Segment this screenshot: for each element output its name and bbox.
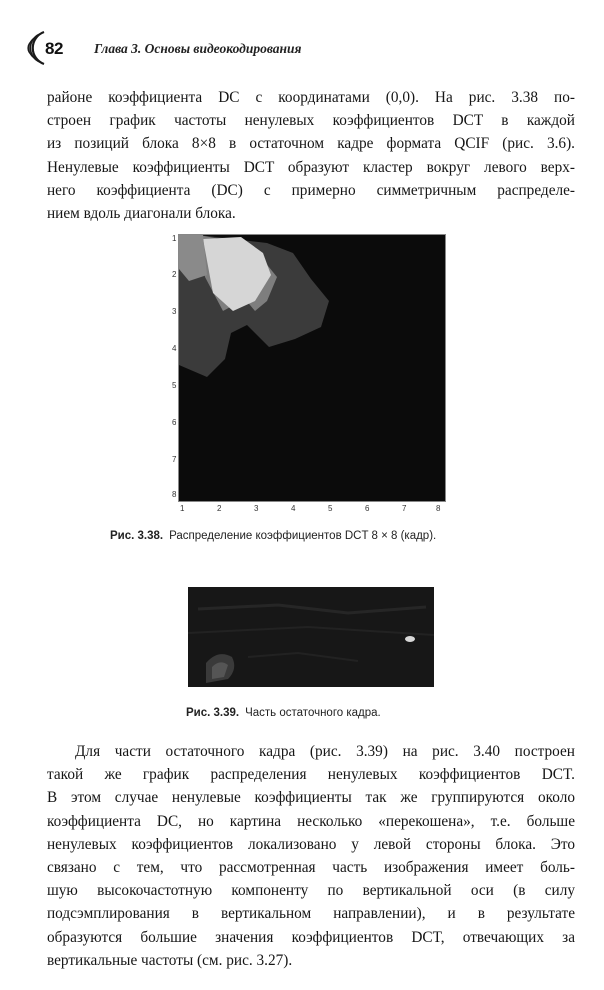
caption-text: Часть остаточного кадра. [245,707,381,719]
y-tick-label: 1 [172,234,177,243]
y-tick-label: 6 [172,418,177,427]
text-line: нием вдоль диагонали блока. [47,205,236,223]
y-tick-label: 4 [172,344,177,353]
y-tick-label: 3 [172,307,177,316]
page-number-badge [26,28,72,68]
text-line: него коэффициента (DC) с примерно симметричным распределе- [47,181,575,199]
text-line: такой же график распределения ненулевых коэффициентов DCT. [47,766,575,784]
x-tick-label: 6 [365,504,370,513]
text-line: из позиций блока 8×8 в остаточном кадре формата QCIF (рис. 3.6). [47,135,575,153]
text-line: Для части остаточного кадра (рис. 3.39) на рис. 3.40 построен [75,743,575,760]
text-line: ненулевых коэффициентов локализовано у левой стороны блока. Это [47,835,575,853]
x-tick-label: 7 [402,504,407,513]
x-tick-label: 2 [217,504,222,513]
caption-label: Рис. 3.38. [110,530,164,542]
text-line: вертикальные частоты (см. рис. 3.27). [47,951,293,969]
paragraph-2 [47,740,575,972]
page-header [26,28,586,68]
x-tick-label: 4 [291,504,296,513]
x-tick-label: 3 [254,504,259,513]
text-line: В этом случае ненулевые коэффициенты так же группируются около [47,789,575,807]
paragraph-1 [47,86,575,225]
x-tick-label: 1 [180,504,185,513]
text-line: районе коэффициента DC с координатами (0,0). На рис. 3.38 по- [47,89,575,106]
text-line: подсэмплирования в вертикальном направлении), и в результате [47,905,575,923]
page-number: 82 [45,39,63,58]
x-tick-label: 8 [436,504,441,513]
caption-label: Рис. 3.39. [186,707,240,719]
figure-3-39-residual-frame [188,587,434,687]
y-tick-label: 5 [172,381,177,390]
chapter-title: Глава 3. Основы видеокодирования [94,41,302,56]
x-tick-label: 5 [328,504,333,513]
text-line: шую высокочастотную компоненту по вертикальной оси (в силу [47,882,575,900]
figure-3-38-caption [110,530,436,542]
caption-text: Распределение коэффициентов DCT 8 × 8 (кадр). [169,530,437,542]
text-line: Ненулевые коэффициенты DCT образуют кластер вокруг левого верх- [47,158,575,176]
y-tick-label: 7 [172,455,177,464]
text-line: связано с тем, что рассмотренная часть изображения имеет боль- [47,859,575,877]
text-line: образуются большие значения коэффициентов DCT, отвечающих за [47,928,575,946]
figure-3-39-caption [186,707,381,719]
y-tick-label: 2 [172,270,177,279]
figure-3-38 [172,234,444,514]
text-line: коэффициента DC, но картина несколько «перекошена», т.е. больше [47,812,575,830]
text-line: строен график частоты ненулевых коэффициентов DCT в каждой [47,112,575,130]
y-tick-label: 8 [172,490,177,499]
dct-distribution-heatmap [178,234,446,502]
